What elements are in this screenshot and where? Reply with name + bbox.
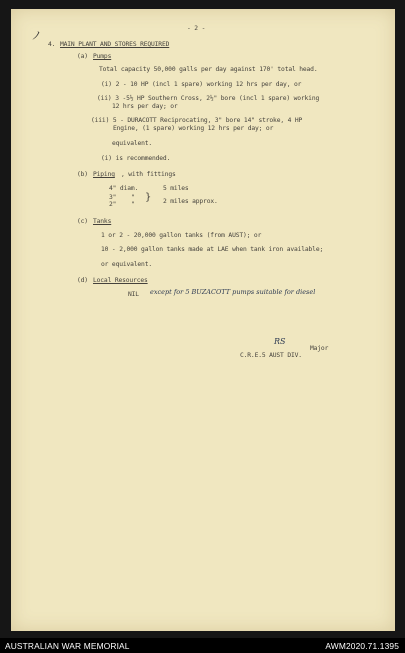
- document-page: [11, 9, 395, 631]
- piping-row3-size: 2": [109, 201, 117, 208]
- piping-row1-length: 5 miles: [163, 185, 189, 192]
- pumps-option-ii-line2: 12 hrs per day; or: [112, 103, 178, 110]
- piping-ditto-mark: ": [131, 194, 135, 201]
- page-number: - 2 -: [187, 25, 206, 32]
- item-c-heading: Tanks: [93, 218, 112, 225]
- signature-initials: RS: [274, 337, 286, 346]
- tanks-line2: 10 - 2,000 gallon tanks made at LAE when tank iron available;: [101, 246, 324, 253]
- piping-row2-size: 3": [109, 194, 117, 201]
- piping-row1-size: 4" diam.: [109, 185, 139, 192]
- pumps-option-iii-line3: equivalent.: [112, 140, 153, 147]
- local-resources-nil: NIL: [128, 291, 139, 298]
- item-d-heading: Local Resources: [93, 277, 148, 284]
- pumps-option-iii-line2: Engine, (1 spare) working 12 hrs per day; or: [113, 125, 274, 132]
- signature-office: C.R.E.5 AUST DIV.: [240, 352, 302, 359]
- item-a-label: (a): [77, 53, 88, 60]
- tanks-line1: 1 or 2 - 20,000 gallon tanks (from AUST); or: [101, 232, 262, 239]
- footer-accession-number: AWM2020.71.1395: [325, 641, 399, 651]
- item-c-label: (c): [77, 218, 88, 225]
- section-title: MAIN PLANT AND STORES REQUIRED: [60, 41, 170, 48]
- pumps-option-i: (i) 2 - 10 HP (incl 1 spare) working 12 hrs per day, or: [101, 81, 302, 88]
- pumps-recommended: (i) is recommended.: [101, 155, 171, 162]
- pumps-option-iii-line1: (iii) 5 - DURACOTT Reciprocating, 3" bore 14" stroke, 4 HP: [91, 117, 303, 124]
- handwritten-annotation: except for 5 BUZACOTT pumps suitable for diesel: [150, 288, 316, 296]
- tanks-line3: or equivalent.: [101, 261, 152, 268]
- pumps-capacity: Total capacity 50,000 galls per day against 170' total head.: [99, 66, 318, 73]
- item-a-heading: Pumps: [93, 53, 112, 60]
- section-number: 4.: [48, 41, 56, 48]
- item-d-label: (d): [77, 277, 88, 284]
- pencil-mark: ノ: [31, 29, 42, 42]
- archive-footer: [0, 638, 405, 653]
- item-b-label: (b): [77, 171, 88, 178]
- piping-ditto-mark: ": [131, 201, 135, 208]
- item-b-heading-rest: , with fittings: [121, 171, 176, 178]
- pumps-option-ii-line1: (ii) 3 -5½ HP Southern Cross, 2½" bore (incl 1 spare) working: [97, 95, 320, 102]
- signature-rank: Major: [310, 345, 329, 352]
- piping-row23-length: 2 miles approx.: [163, 198, 218, 205]
- brace-symbol: }: [145, 192, 152, 203]
- item-b-heading: Piping: [93, 171, 115, 178]
- footer-institution: AUSTRALIAN WAR MEMORIAL: [5, 641, 130, 651]
